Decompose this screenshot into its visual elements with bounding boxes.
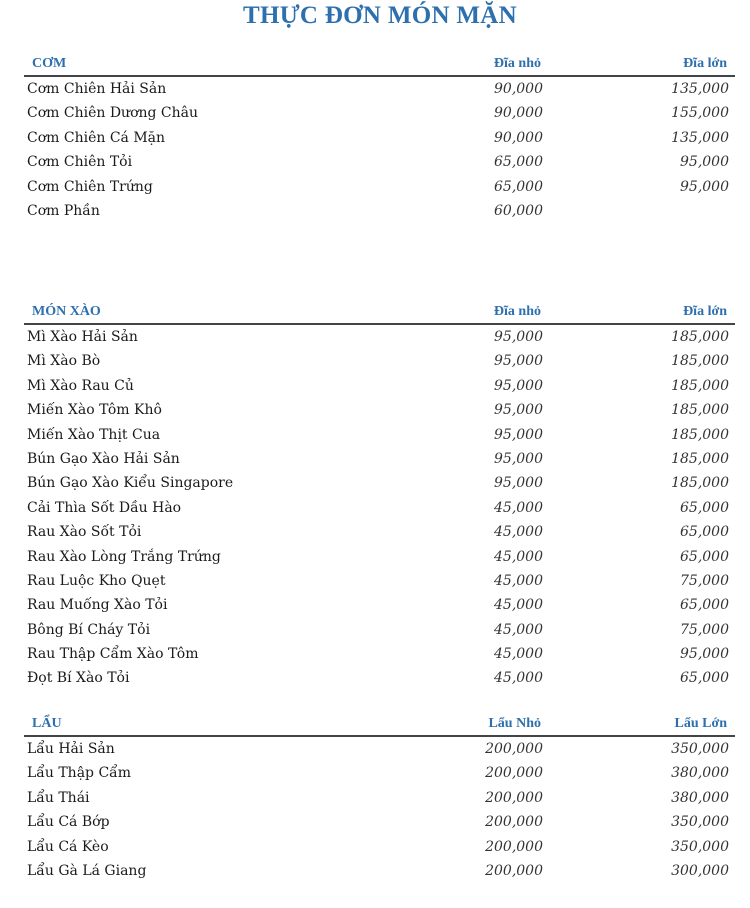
price-small: 45,000 [494, 597, 543, 614]
price-large: 75,000 [680, 572, 729, 589]
dish-name: Rau Thập Cẩm Xào Tôm [27, 646, 199, 663]
price-small: 95,000 [494, 426, 543, 443]
page-title: THỰC ĐƠN MÓN MẶN [243, 2, 517, 29]
price-large: 350,000 [671, 741, 729, 757]
dish-name: Cơm Chiên Hải Sản [27, 81, 167, 97]
menu-item-row [24, 471, 735, 495]
price-large: 95,000 [680, 178, 729, 195]
dish-name: Lẩu Cá Kèo [27, 838, 109, 855]
menu-item-row [24, 101, 735, 125]
dish-name: Mì Xào Rau Củ [27, 377, 134, 394]
price-small: 45,000 [494, 670, 543, 687]
price-small: 45,000 [494, 621, 543, 638]
price-small: 65,000 [494, 154, 543, 171]
menu-item-row [24, 569, 735, 593]
section-com [24, 55, 735, 223]
dish-name: Miến Xào Tôm Khô [27, 402, 162, 419]
column-header-small: Đĩa nhỏ [493, 304, 541, 319]
menu-item-row [24, 545, 735, 569]
price-large: 75,000 [680, 621, 729, 638]
menu-item-row [24, 593, 735, 617]
dish-name: Bông Bí Cháy Tỏi [27, 621, 151, 638]
section-name: CƠM [32, 56, 67, 71]
dish-name: Rau Luộc Kho Quẹt [27, 572, 166, 589]
price-small: 45,000 [494, 499, 543, 516]
price-small: 200,000 [485, 838, 543, 855]
menu-item-row [24, 737, 735, 761]
menu-item-row [24, 666, 735, 690]
menu-item-row [24, 859, 735, 883]
menu-item-row [24, 199, 735, 223]
section-mon-xao [24, 303, 735, 691]
price-large: 65,000 [680, 499, 729, 516]
menu-item-row [24, 618, 735, 642]
price-large: 185,000 [671, 402, 729, 419]
dish-name: Mì Xào Hải Sản [27, 329, 138, 345]
menu-item-row [24, 786, 735, 810]
menu-item-row [24, 77, 735, 101]
section-header [24, 715, 735, 737]
menu-item-row [24, 398, 735, 422]
price-small: 45,000 [494, 548, 543, 565]
dish-name: Lẩu Thái [27, 789, 90, 806]
price-small: 200,000 [485, 789, 543, 806]
section-header [24, 55, 735, 77]
menu-item-row [24, 423, 735, 447]
price-large: 95,000 [680, 646, 729, 663]
price-small: 90,000 [494, 81, 543, 97]
price-small: 95,000 [494, 450, 543, 467]
dish-name: Lẩu Hải Sản [27, 741, 115, 757]
dish-name: Cải Thìa Sốt Dầu Hào [27, 499, 182, 516]
dish-name: Đọt Bí Xào Tỏi [27, 670, 130, 687]
price-large: 135,000 [671, 129, 729, 146]
menu-item-row [24, 835, 735, 859]
dish-name: Lẩu Cá Bớp [27, 814, 110, 831]
dish-name: Bún Gạo Xào Hải Sản [27, 450, 180, 467]
price-large: 185,000 [671, 450, 729, 467]
price-small: 45,000 [494, 572, 543, 589]
price-small: 200,000 [485, 741, 543, 757]
menu-item-row [24, 520, 735, 544]
section-name: LẨU [32, 716, 62, 731]
price-large: 65,000 [680, 670, 729, 687]
price-large: 65,000 [680, 524, 729, 541]
price-large: 185,000 [671, 475, 729, 492]
price-small: 95,000 [494, 353, 543, 370]
price-large: 155,000 [671, 105, 729, 122]
price-small: 45,000 [494, 524, 543, 541]
price-large: 65,000 [680, 597, 729, 614]
price-large: 95,000 [680, 154, 729, 171]
dish-name: Rau Xào Lòng Trắng Trứng [27, 548, 221, 565]
dish-name: Cơm Chiên Tỏi [27, 154, 133, 171]
column-header-small: Lẩu Nhỏ [488, 716, 541, 731]
section-lau [24, 715, 735, 883]
column-header-large: Lẩu Lớn [674, 716, 727, 731]
price-large: 185,000 [671, 377, 729, 394]
dish-name: Cơm Chiên Cá Mặn [27, 129, 166, 146]
price-small: 45,000 [494, 646, 543, 663]
menu-item-row [24, 642, 735, 666]
price-small: 90,000 [494, 129, 543, 146]
price-small: 95,000 [494, 329, 543, 345]
price-large: 185,000 [671, 426, 729, 443]
price-large: 350,000 [671, 814, 729, 831]
menu-item-row [24, 447, 735, 471]
price-small: 200,000 [485, 765, 543, 782]
price-small: 200,000 [485, 814, 543, 831]
menu-item-row [24, 126, 735, 150]
price-large: 185,000 [671, 329, 729, 345]
price-small: 90,000 [494, 105, 543, 122]
price-large: 380,000 [671, 789, 729, 806]
dish-name: Miến Xào Thịt Cua [27, 426, 161, 443]
dish-name: Lẩu Gà Lá Giang [27, 862, 147, 879]
price-small: 60,000 [494, 202, 543, 219]
price-large: 380,000 [671, 765, 729, 782]
price-small: 95,000 [494, 377, 543, 394]
price-small: 200,000 [485, 862, 543, 879]
column-header-large: Đĩa lớn [683, 56, 727, 71]
price-small: 95,000 [494, 475, 543, 492]
dish-name: Rau Muống Xào Tỏi [27, 597, 168, 614]
price-small: 65,000 [494, 178, 543, 195]
section-header [24, 303, 735, 325]
section-name: MÓN XÀO [32, 304, 101, 319]
price-small: 95,000 [494, 402, 543, 419]
dish-name: Cơm Phần [27, 202, 100, 219]
price-large: 135,000 [671, 81, 729, 97]
menu-item-row [24, 810, 735, 834]
price-large: 350,000 [671, 838, 729, 855]
menu-item-row [24, 349, 735, 373]
dish-name: Cơm Chiên Trứng [27, 178, 153, 195]
menu-item-row [24, 496, 735, 520]
menu-item-row [24, 374, 735, 398]
dish-name: Bún Gạo Xào Kiểu Singapore [27, 475, 234, 492]
price-large: 185,000 [671, 353, 729, 370]
dish-name: Lẩu Thập Cẩm [27, 765, 132, 782]
column-header-large: Đĩa lớn [683, 304, 727, 319]
dish-name: Mì Xào Bò [27, 353, 101, 370]
menu-item-row [24, 175, 735, 199]
menu-item-row [24, 325, 735, 349]
column-header-small: Đĩa nhỏ [493, 56, 541, 71]
menu-item-row [24, 150, 735, 174]
dish-name: Rau Xào Sốt Tỏi [27, 524, 142, 541]
price-large: 300,000 [671, 862, 729, 879]
menu-item-row [24, 761, 735, 785]
price-large: 65,000 [680, 548, 729, 565]
dish-name: Cơm Chiên Dương Châu [27, 105, 199, 122]
